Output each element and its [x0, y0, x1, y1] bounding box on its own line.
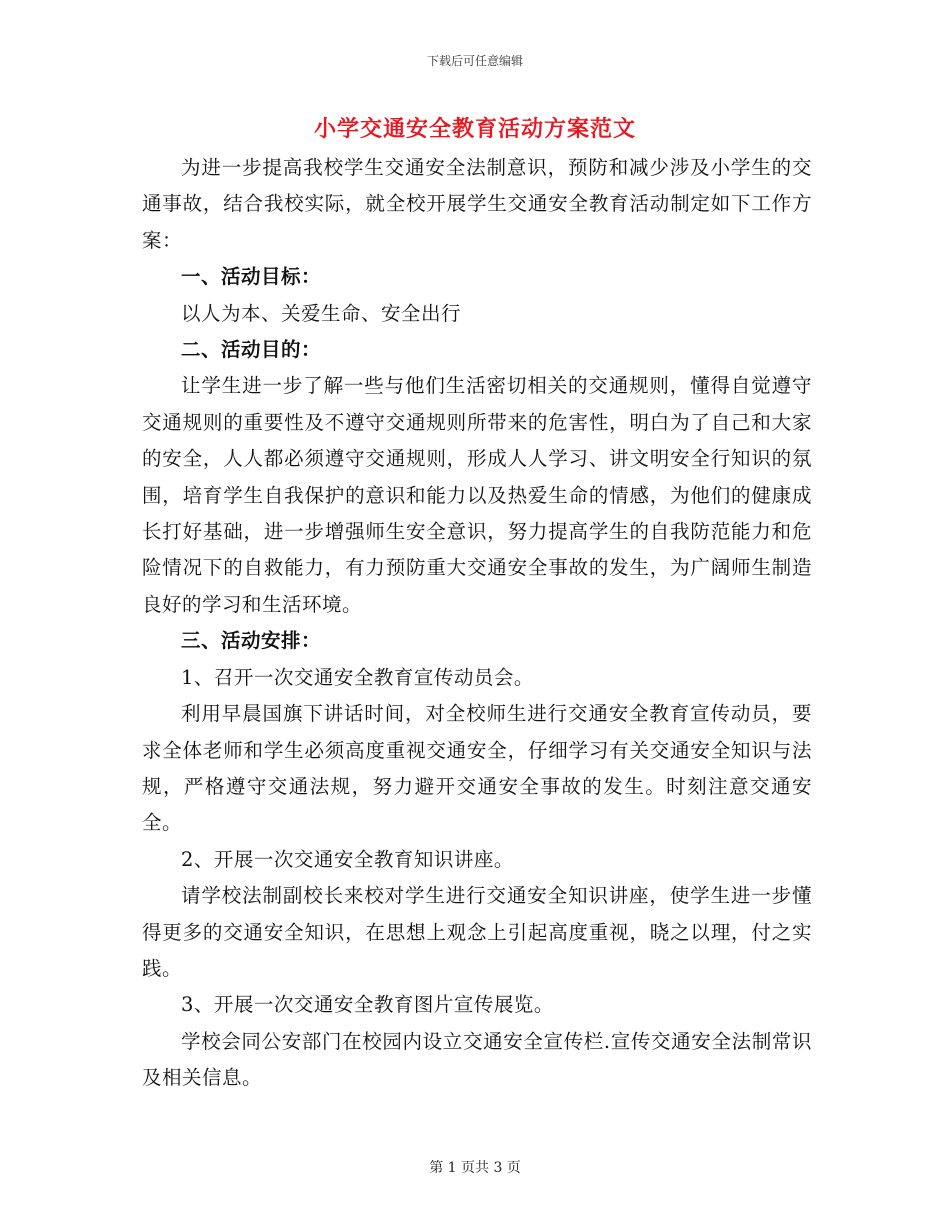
section-heading-goal: 一、活动目标：	[181, 265, 322, 289]
paragraph-intro: 为进一步提高我校学生交通安全法制意识，预防和减少涉及小学生的交通事故，结合我校实际，就全校开展学生交通安全教育活动制定如下工作方案：	[142, 156, 812, 252]
document-body	[142, 150, 812, 1097]
page-footer: 第 1 页共 3 页	[429, 1160, 521, 1176]
item-heading-2: 2、开展一次交通安全教育知识讲座。	[181, 847, 514, 871]
section-heading-arrangement: 三、活动安排：	[181, 629, 322, 653]
document-title: 小学交通安全教育活动方案范文	[313, 116, 636, 142]
paragraph-item-3: 学校会同公安部门在校园内设立交通安全宣传栏.宣传交通安全法制常识及相关信息。	[142, 1029, 812, 1090]
item-heading-3: 3、开展一次交通安全教育图片宣传展览。	[181, 993, 554, 1017]
section-heading-purpose: 二、活动目的：	[181, 338, 322, 362]
item-heading-1: 1、召开一次交通安全教育宣传动员会。	[181, 665, 534, 689]
paragraph-item-1: 利用早晨国旗下讲话时间，对全校师生进行交通安全教育宣传动员，要求全体老师和学生必须高度重视交通安全，仔细学习有关交通安全知识与法规，严格遵守交通法规，努力避开交通安全事故的发生。时刻注意交通安全。	[142, 702, 812, 835]
paragraph-item-2: 请学校法制副校长来校对学生进行交通安全知识讲座，使学生进一步懂得更多的交通安全知识，在思想上观念上引起高度重视，晓之以理，付之实践。	[142, 884, 812, 980]
paragraph-goal: 以人为本、关爱生命、安全出行	[181, 301, 462, 325]
paragraph-purpose: 让学生进一步了解一些与他们生活密切相关的交通规则，懂得自觉遵守交通规则的重要性及不遵守交通规则所带来的危害性，明白为了自己和大家的安全，人人都必须遵守交通规则，形成人人学习、讲文明安全行知识的氛围，培育学生自我保护的意识和能力以及热爱生命的情感，为他们的健康成长打好基础，进一步增强师生安全意识，努力提高学生的自我防范能力和危险情况下的自救能力，有力预防重大交通安全事故的发生，为广阔师生制造良好的学习和生活环境。	[142, 374, 812, 616]
header-note: 下载后可任意编辑	[426, 54, 523, 68]
